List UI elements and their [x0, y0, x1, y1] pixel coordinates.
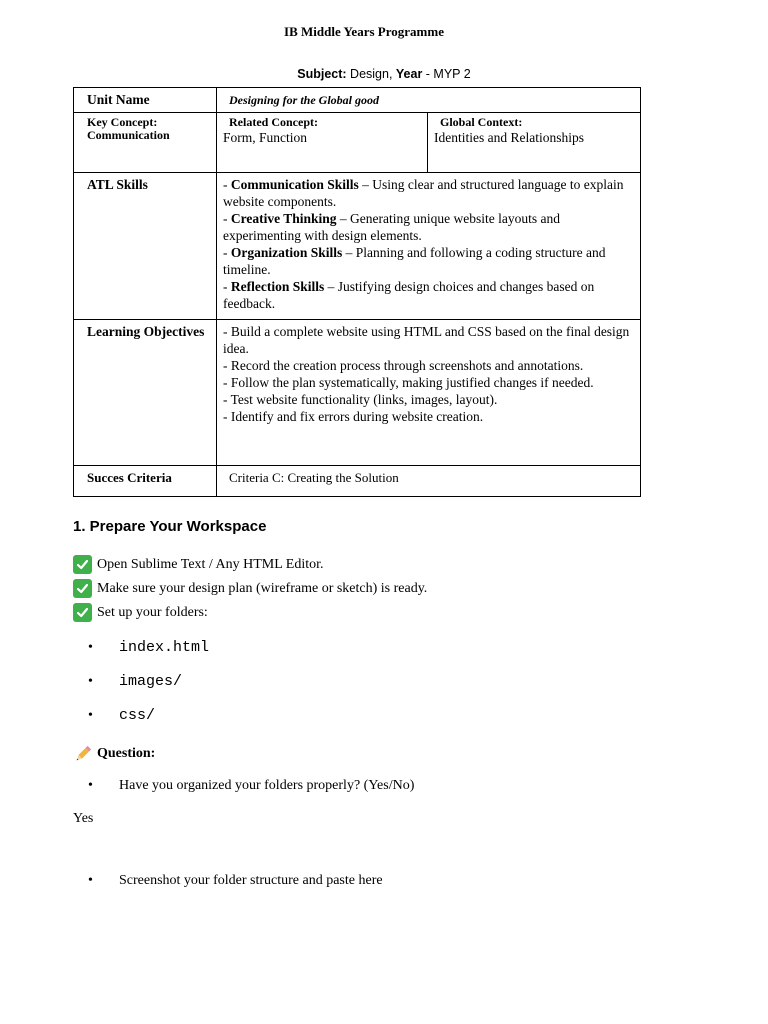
check-mark-icon — [73, 603, 92, 622]
key-concept-cell — [74, 113, 217, 173]
global-context-cell — [428, 113, 641, 173]
question-item: • Have you organized your folders properly? (Yes/No) — [88, 778, 415, 793]
atl-item: - Creative Thinking – Generating unique website layouts and experimenting with design elements. — [223, 211, 560, 243]
document-title: IB Middle Years Programme — [284, 24, 444, 39]
success-criteria-value: Criteria C: Creating the Solution — [217, 466, 641, 497]
global-context-label: Global Context: — [440, 115, 523, 129]
key-concept-label: Key Concept: — [87, 115, 158, 129]
key-concept-value: Communication — [87, 128, 170, 142]
objective-item: - Follow the plan systematically, making justified changes if needed. — [223, 375, 594, 390]
question-heading: Question: — [73, 744, 155, 764]
folder-item: • css/ — [88, 707, 156, 724]
atl-item: - Organization Skills – Planning and following a coding structure and timeline. — [223, 245, 606, 277]
answer-text[interactable]: Yes — [73, 811, 94, 826]
subject-label: Subject: — [297, 67, 347, 81]
year-label: Year — [395, 67, 423, 81]
related-concept-cell — [217, 113, 428, 173]
subject-value: Design, — [346, 67, 396, 81]
atl-item: - Reflection Skills – Justifying design choices and changes based on feedback. — [223, 279, 595, 311]
unit-table — [73, 87, 641, 497]
learning-objectives-label: Learning Objectives — [74, 320, 217, 466]
folder-item: • images/ — [88, 673, 183, 690]
year-value: - MYP 2 — [422, 67, 471, 81]
atl-skills-value — [217, 173, 641, 320]
related-concept-value: Form, Function — [223, 130, 308, 145]
subject-line — [0, 67, 768, 81]
pencil-icon — [73, 744, 93, 764]
folder-item: • index.html — [88, 639, 210, 656]
atl-item: - Communication Skills – Using clear and structured language to explain website components. — [223, 177, 624, 209]
section-heading: 1. Prepare Your Workspace — [73, 518, 267, 535]
objective-item: - Build a complete website using HTML and CSS based on the final design idea. — [223, 324, 630, 356]
question-item: • Screenshot your folder structure and paste here — [88, 873, 383, 888]
checklist-item: Open Sublime Text / Any HTML Editor. — [73, 555, 324, 574]
unit-name-label: Unit Name — [74, 88, 217, 113]
unit-name-value: Designing for the Global good — [217, 88, 641, 113]
objective-item: - Identify and fix errors during website creation. — [223, 409, 484, 424]
objective-item: - Test website functionality (links, images, layout). — [223, 392, 498, 407]
success-criteria-label: Succes Criteria — [74, 466, 217, 497]
checklist-item: Make sure your design plan (wireframe or sketch) is ready. — [73, 579, 427, 598]
atl-skills-label: ATL Skills — [74, 173, 217, 320]
related-concept-label: Related Concept: — [229, 115, 318, 129]
checklist-item: Set up your folders: — [73, 603, 208, 622]
objective-item: - Record the creation process through screenshots and annotations. — [223, 358, 584, 373]
check-mark-icon — [73, 555, 92, 574]
check-mark-icon — [73, 579, 92, 598]
global-context-value: Identities and Relationships — [434, 130, 584, 145]
learning-objectives-value — [217, 320, 641, 466]
